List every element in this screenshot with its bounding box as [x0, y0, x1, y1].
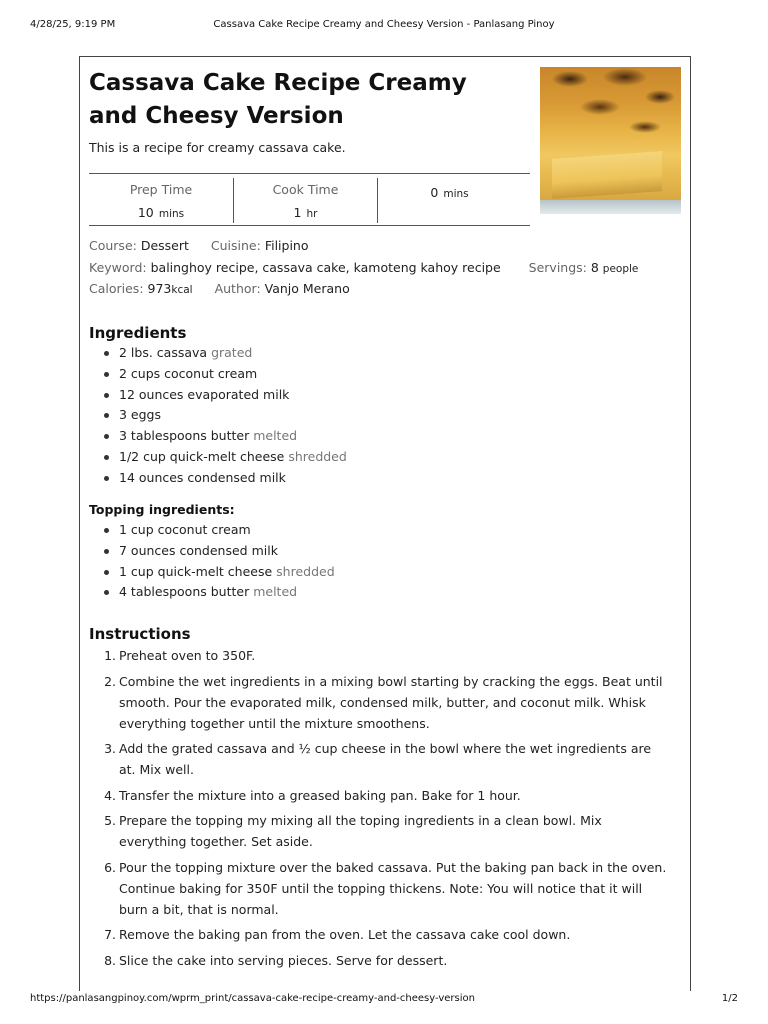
topping-item: 7 ounces condensed milk [89, 541, 335, 562]
ingredient-item: 3 tablespoons butter melted [89, 426, 347, 447]
calories-label: Calories: [89, 281, 144, 296]
topping-item: 1 cup quick-melt cheese shredded [89, 562, 335, 583]
instruction-step: 5. Prepare the topping my mixing all the toping ingredients in a clean bowl. Mix everything together. Set aside. [104, 813, 602, 849]
recipe-summary: This is a recipe for creamy cassava cake. [89, 140, 346, 155]
cuisine-label: Cuisine: [210, 238, 261, 253]
print-url: https://panlasangpinoy.com/wprm_print/cassava-cake-recipe-creamy-and-cheesy-version [30, 993, 475, 1004]
course-label: Course: [89, 238, 137, 253]
author-value: Vanjo Merano [264, 281, 350, 296]
print-datetime: 4/28/25, 9:19 PM [30, 19, 116, 30]
cook-time-value: 1 [293, 205, 302, 220]
ingredient-item: 1/2 cup quick-melt cheese shredded [89, 447, 347, 468]
cook-time [233, 178, 377, 223]
total-time [377, 178, 521, 223]
author-label: Author: [214, 281, 261, 296]
instruction-step: 7. Remove the baking pan from the oven. Let the cassava cake cool down. [104, 927, 571, 942]
topping-list [89, 520, 335, 603]
servings-unit: people [602, 263, 639, 275]
recipe-times [89, 178, 521, 223]
times-bottom-divider [89, 225, 530, 226]
prep-time-label: Prep Time [129, 182, 193, 197]
times-top-divider [89, 173, 530, 174]
instruction-step: 6. Pour the topping mixture over the baked cassava. Put the baking pan back in the oven. Continue baking for 350F until the topping thickens. Note: You will notice that it will burn a bit, that is normal. [104, 859, 667, 917]
meta-row-course [89, 238, 309, 253]
ingredient-item: 3 eggs [89, 405, 347, 426]
instruction-step: 4. Transfer the mixture into a greased baking pan. Bake for 1 hour. [104, 787, 521, 803]
course-value: Dessert [140, 238, 189, 253]
total-time-unit: mins [443, 188, 469, 200]
cuisine-value: Filipino [264, 238, 309, 253]
ingredients-heading: Ingredients [89, 324, 187, 342]
print-header [30, 19, 738, 33]
instruction-step: 3. Add the grated cassava and ½ cup cheese in the bowl where the wet ingredients are at. Mix well. [104, 741, 652, 777]
topping-item: 1 cup coconut cream [89, 520, 335, 541]
page-number: 1/2 [721, 993, 738, 1004]
recipe-card [79, 56, 691, 991]
meta-row-calories [89, 281, 350, 296]
prep-time-value: 10 [137, 205, 154, 220]
instructions-heading: Instructions [89, 625, 191, 643]
instruction-step: 8. Slice the cake into serving pieces. Serve for dessert. [104, 952, 448, 968]
servings-value: 8 [590, 260, 599, 275]
instruction-step: 2. Combine the wet ingredients in a mixing bowl starting by cracking the eggs. Beat until smooth. Pour the evaporated milk, condensed milk, butter, and coconut milk. Whisk everything together until the mixture smoothens. [104, 673, 663, 731]
recipe-title: Cassava Cake Recipe Creamy and Cheesy Version [89, 70, 467, 129]
cook-time-label: Cook Time [272, 182, 339, 197]
calories-unit: kcal [171, 284, 193, 296]
print-footer [30, 993, 738, 1007]
cake-slice-shape [552, 151, 662, 199]
instructions-list [89, 645, 669, 975]
ingredient-item: 14 ounces condensed milk [89, 468, 347, 489]
cook-time-unit: hr [306, 208, 318, 220]
topping-item: 4 tablespoons butter melted [89, 582, 335, 603]
ingredient-item: 2 cups coconut cream [89, 364, 347, 385]
ingredient-item: 12 ounces evaporated milk [89, 385, 347, 406]
meta-row-keyword [89, 260, 638, 275]
ingredients-list [89, 343, 347, 489]
calories-value: 973 [147, 281, 172, 296]
servings-label: Servings: [528, 260, 587, 275]
prep-time [89, 178, 233, 223]
topping-heading: Topping ingredients: [89, 502, 235, 517]
total-time-value: 0 [430, 185, 439, 200]
keyword-value: balinghoy recipe, cassava cake, kamoteng kahoy recipe [150, 260, 501, 275]
recipe-image [540, 67, 681, 214]
instruction-step: 1. Preheat oven to 350F. [104, 648, 256, 663]
ingredient-item: 2 lbs. cassava grated [89, 343, 347, 364]
print-page-title: Cassava Cake Recipe Creamy and Cheesy Version - Panlasang Pinoy [213, 19, 555, 30]
prep-time-unit: mins [158, 208, 185, 220]
plate-shape [540, 200, 681, 214]
keyword-label: Keyword: [89, 260, 147, 275]
